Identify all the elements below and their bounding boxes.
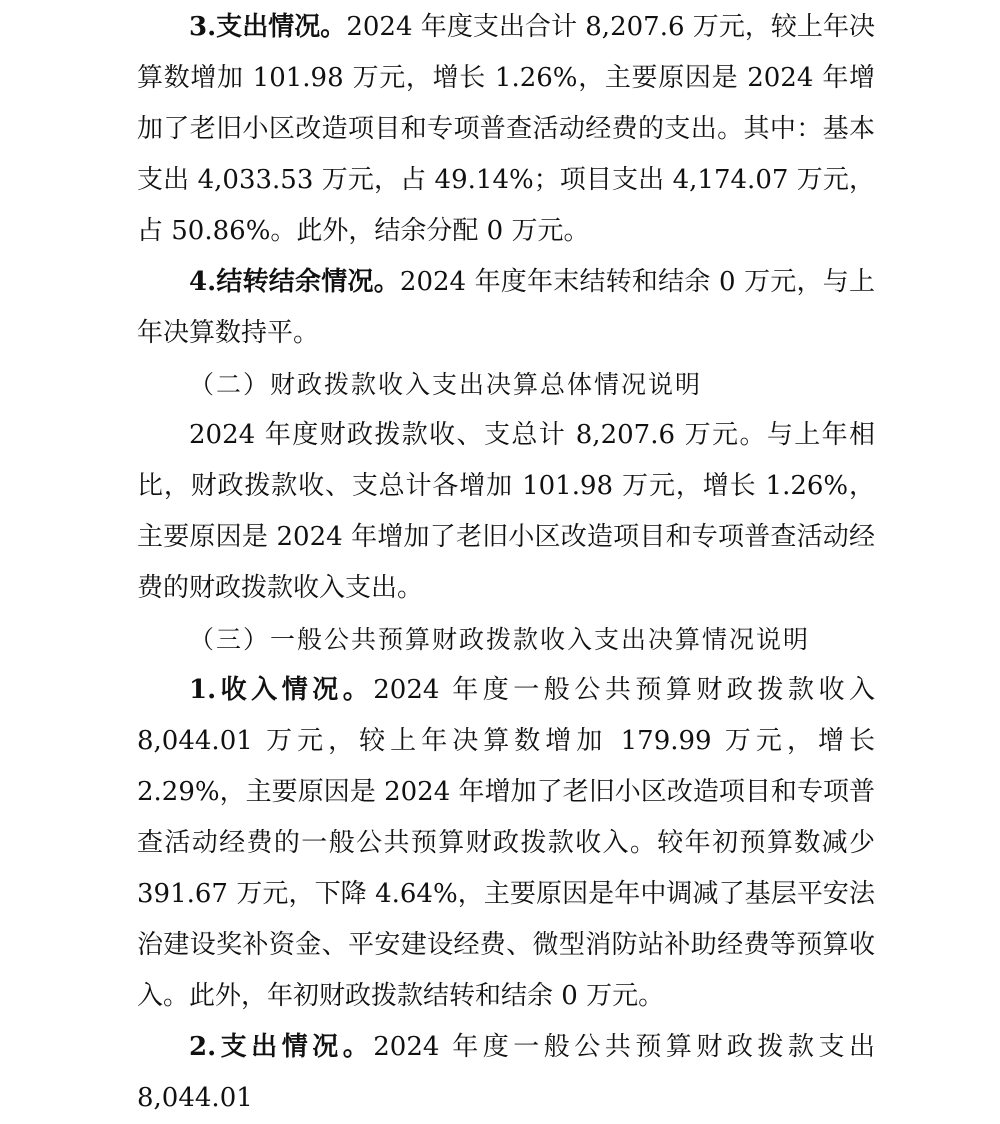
paragraph-text: 2024 年度一般公共预算财政拨款支出 8,044.01: [137, 1032, 875, 1113]
section-heading-two: （二）财政拨款收入支出决算总体情况说明: [189, 370, 703, 399]
paragraph-heading: 4.结转结余情况。: [189, 267, 400, 297]
paragraph-expenditure-general: [137, 1022, 875, 1124]
paragraph-heading: 3.支出情况。: [189, 12, 347, 42]
paragraph-income: [137, 665, 875, 1022]
paragraph-section-two: 2024 年度财政拨款收、支总计 8,207.6 万元。与上年相比，财政拨款收、支总计各增加 101.98 万元，增长 1.26%，主要原因是 2024 年增加了老旧小区改造项目和专项普查活动经费的财政拨款收入支出。: [137, 420, 875, 603]
paragraph-carryover: [137, 257, 875, 359]
paragraph-expenditure: [137, 2, 875, 257]
section-heading-three: （三）一般公共预算财政拨款收入支出决算情况说明: [189, 625, 811, 654]
paragraph-text: 2024 年度支出合计 8,207.6 万元，较上年决算数增加 101.98 万元，增长 1.26%，主要原因是 2024 年增加了老旧小区改造项目和专项普查活动经费的支出。其中：基本支出 4,033.53 万元，占 49.14%；项目支出 4,174.07 万元，占 50.86%。此外，结余分配 0 万元。: [137, 12, 875, 246]
paragraph-heading: 2.支出情况。: [189, 1032, 374, 1062]
paragraph-text: 2024 年度一般公共预算财政拨款收入 8,044.01 万元，较上年决算数增加 179.99 万元，增长 2.29%，主要原因是 2024 年增加了老旧小区改造项目和专项普查活动经费的一般公共预算财政拨款收入。较年初预算数减少 391.67 万元，下降 4.64%，主要原因是年中调减了基层平安法治建设奖补资金、平安建设经费、微型消防站补助经费等预算收入。此外，年初财政拨款结转和结余 0 万元。: [137, 675, 875, 1011]
paragraph-text: 2024 年度年末结转和结余 0 万元，与上年决算数持平。: [137, 267, 875, 348]
document-body: [137, 2, 875, 1124]
paragraph-heading: 1.收入情况。: [189, 675, 374, 705]
